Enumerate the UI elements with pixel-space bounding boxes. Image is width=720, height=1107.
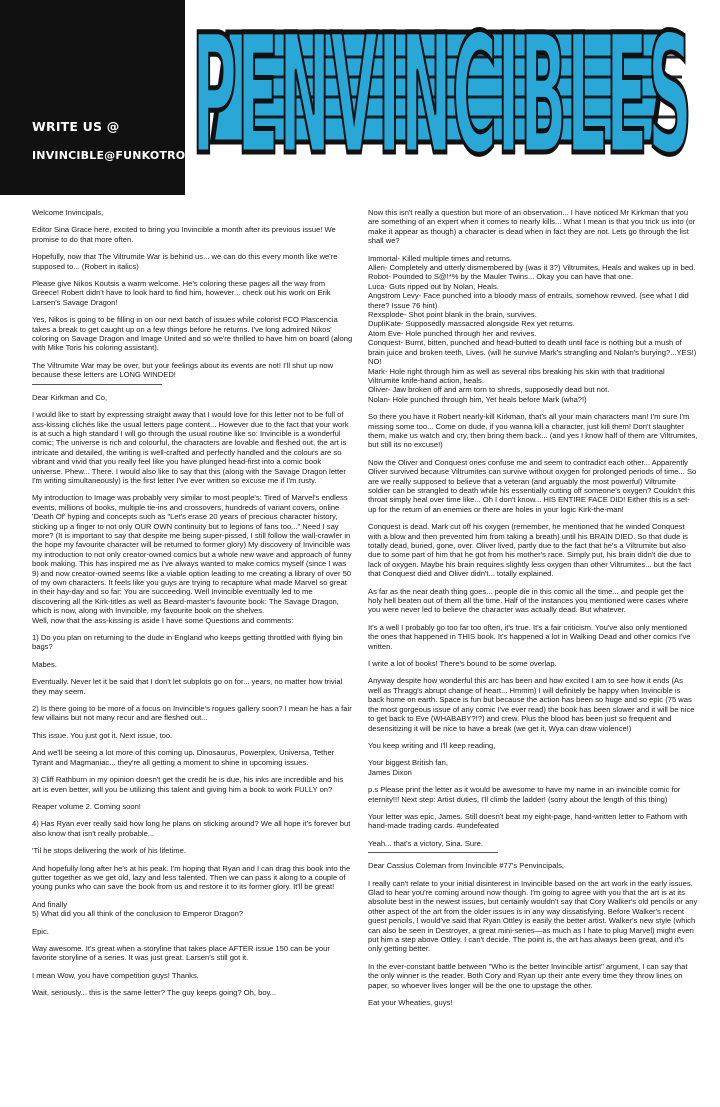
letter-paragraph: And we'll be seeing a lot more of this coming up. Dinosaurus, Powerplex, Universa, Tether Tyrant and Magmaniac... they're all getting a moment to shine in upcoming issues. <box>32 748 335 767</box>
masthead-logo-graphic <box>182 2 702 192</box>
letter-paragraph: Conquest is dead. Mark cut off his oxygen (remember, he mentioned that he winded Conquest with a blow and then prevented him from taking a breath) until his BRAIN DIED. So that dude is totally dead, buried, gone, over. Oliver lived, partly due to the fact that he's a Viltrumite but also due to some part of him that he got from his mother's race. Simply put, his brain didn't die due to lack of oxygen. Maybe his brain requires slightly less oxygen than other Viltrumites... but the fact that Conquest died and Oliver didn't... totally explained. <box>368 522 692 579</box>
letter-paragraph: I write a lot of books! There's bound to be some overlap. <box>368 659 557 669</box>
letter-paragraph: And finally 5) What did you all think of the conclusion to Emperor Dragon? <box>32 899 244 919</box>
letter-paragraph: Anyway despite how wonderful this arc has been and how excited I am to see how it ends (As well as Thragg's abrupt change of heart... Hmmm) I will definitely be happy when Invincible is back home on earth. Space is fun but because the action has been so huge and so epic (75 was the most gorgeous issue of any comic I've ever read) the book has been slower and it will be nice to get back to Eve (WHABABY?!?) and crew. Plus the blood has been just so frequent and desensitizing it will be nice to have a break (we get it, Wya can draw violence!) <box>368 676 695 733</box>
section-divider <box>368 852 498 853</box>
letter-paragraph: Your letter was epic, James. Still doesn't beat my eight-page, hand-written letter to Fathom with hand-made trading cards. #undefeated <box>368 811 688 831</box>
letter-paragraph: Epic. <box>32 926 49 936</box>
letter-paragraph: Please give Nikos Koutsis a warm welcome. He's coloring these pages all the way from Greece! Robert didn't have to look hard to find him, however... check out his work on Erik Larsen's Savage Dragon! <box>32 279 331 307</box>
header-black-block <box>0 0 229 195</box>
letter-paragraph: Wait, seriously... this is the same letter? The guy keeps going? Oh, boy... <box>32 988 277 998</box>
letters-column-right <box>368 208 698 1015</box>
letter-paragraph: Eventually. Never let it be said that I don't let subplots go on for... years, no matter how trivial they may seem. <box>32 677 343 696</box>
letter-paragraph: Mabes. <box>32 659 57 669</box>
letter-paragraph: Editor Sina Grace here, excited to bring you Invincible a month after its previous issue! We promise to do that more often. <box>32 225 336 244</box>
letter-paragraph: My introduction to Image was probably very similar to most people's: Tired of Marvel's endless events, millions of books, multiple tie-ins and crossovers, hundreds of variant covers, online 'Death Of' hyping and concepts such as "Let's erase 20 years of precious character history, sticking up a finger to not only OUR OWN continuity but to legions of fans too..." Need I say more? (It is important to say that despite me being super-pissed, I still follow the wall-crawler in the hope my favourite character will be returned to former glory) My discovery of Invincible was my introduction to not only creator-owned comics but a whole new wave and approach of funny book making. This has inspired me as I've always wanted to make comics myself (since I was 9) and now creator-owned seems like a viable option leading to me creating a library of over 50 of my own characters. It feels like you guys are trying to recapture what made Marvel so great in their hay-day and so far: You are succeeding. Well Invincible eventually led to me discovering all the Kirk-titles as well as Beard-master's favourite book: The Savage Dragon, which is now, along with Invincible, my favourite book on the shelves. Well, now that the ass-kissing is aside I have some Questions and comments: <box>32 493 352 625</box>
section-divider <box>32 384 162 385</box>
letter-paragraph: Eat your Wheaties, guys! <box>368 998 453 1008</box>
masthead-title: PENVINCIBLES <box>192 2 692 191</box>
letter-paragraph: Immortal- Killed multiple times and returns. Allen- Completely and utterly dismembered by (was it 3?) Viltrumites, Heals and wakes up in bed. Robot- Pounded to S@!*% by the Mauler Twins... Okay you can have that one. Luca- Guts ripped out by Nolan, Heals. Angstrom Levy- Face punched into a bloody mass of entrails, somehow revived. (see what I did there? Issue 76 hint) Rexsplode- Shot point blank in the brain, survives. DupliKate- Supposedly massacred alongside Rex yet returns. Atom Eve- Hole punched through her and revives. Conquest- Burnt, bitten, punched and head-butted to death until face is nothing but a mush of brain juice and broken teeth, Lives. (will he survive Mark's strangling and Nolan's burying?...YES!) NO! Mark- Hole right through him as well as several ribs breaking his skin with that traditional Viltrumite knife-hand action, heals. Oliver- Jaw broken off and arm torn to shreds, supposedly dead but not. Nolan- Hole punched through him, Yet heals before Mark (wha?!) <box>368 253 697 404</box>
letter-paragraph: Yes, Nikos is going to be filling in on our next batch of issues while colorist FCO Plascencia takes a break to get caught up on a few things before he returns. I've long admired Nikos' coloring on Savage Dragon and Image United and so we're thrilled to have him on board (along with Mike Toris his coloring assistant). <box>32 315 353 353</box>
letter-paragraph: You keep writing and I'll keep reading, <box>368 740 496 750</box>
contact-email[interactable]: INVINCIBLE@FUNKOTRON.COM <box>32 149 229 162</box>
letter-paragraph: Hopefully, now that The Viltrumite War is behind us... we can do this every month like we're supposed to... (Robert in italics) <box>32 252 338 271</box>
letter-paragraph: I really can't relate to your initial disinterest in Invincible based on the art work in the early issues. Glad to hear you're coming around now though. I'm going to agree with you that the art is at its absolute best in the newest issues, but certainly wouldn't say that Cory Walker's old pencils or any other aspect of the art from the older issues is in any way dissatisfying. Before Walker's recent guest pencils, I would've said that Ryan Ottley is easily the better artist. Walker's new style (which can also be seen in Destroyer, a great mini-series—as much as I hate to plug Marvel) might even put him a step above Ottley. I can't decide. The point is, the art has always been great, and it's only getting better. <box>368 878 698 954</box>
letter-paragraph: So there you have it Robert nearly-kill Kirkman, that's all your main characters man! I'm sure I'm missing some too... Come on dude, if you wanna kill a character, just kill them! Don't slaughter them, make us watch and cry, then bring them back... (and yes I know half of them are Viltrumites, but still its no excuse!) <box>368 412 698 450</box>
letter-paragraph: 3) Cliff Rathburn in my opinion doesn't get the credit he is due, his inks are incredible and his art is even better, will you be utilizing this talent and giving him a book to work FULLY on? <box>32 775 344 794</box>
letter-paragraph: 1) Do you plan on returning to the dude in England who keeps getting throttled with flying bin bags? <box>32 633 343 652</box>
letter-paragraph: Now this isn't really a question but more of an observation... I have noticed Mr Kirkman that you are something of an expert when it comes to nearly kills... What I mean is that you trick us into (or make it appear as though) a character is dead when in fact they are not. Lets go through the list shall we? <box>368 208 696 246</box>
letter-paragraph: Yeah... that's a victory, Sina. Sure. <box>368 838 483 848</box>
letter-paragraph: As far as the near death thing goes... people die in this comic all the time... and people get the holy hell beaten out of them all the time. Half of the instances you mentioned were cases where you were never led to believe the character was actually dead. But whatever. <box>368 586 689 615</box>
letter-paragraph: Way awesome. It's great when a storyline that takes place AFTER issue 150 can be your favorite storyline of a series. It was just great. Larsen's still got it. <box>32 943 330 963</box>
write-us-line: WRITE US @ <box>32 119 120 134</box>
letter-paragraph: Dear Cassius Coleman from Invincible #77's Penvincipals, <box>368 861 565 871</box>
letter-paragraph: 'Til he stops delivering the work of his lifetime. <box>32 846 186 856</box>
letter-paragraph: 2) Is there going to be more of a focus on Invincible's rogues gallery soon? I mean he has a fair few villains but not many recur and are fleshed out... <box>32 704 352 723</box>
letter-paragraph: Reaper volume 2. Coming soon! <box>32 801 141 811</box>
masthead-logo <box>182 2 702 192</box>
letter-paragraph: Dear Kirkman and Co, <box>32 392 108 402</box>
letter-paragraph: And hopefully long after he's at his peak. I'm hoping that Ryan and I can drag this book into the gutter together as we get old, lazy and less talented. Then we can pass it along to a couple of young punks who can save the book from us and restore it to its former glory. It'll be great! <box>32 863 351 892</box>
letter-paragraph: Your biggest British fan, James Dixon <box>368 758 448 777</box>
letter-paragraph: p.s Please print the letter as it would be awesome to have my name in an invincible comic for eternity!!! Next step: Artist duties, I'll climb the ladder! (sorry about the length of this thing) <box>368 785 681 804</box>
letter-paragraph: I mean Wow, you have competition guys! Thanks. <box>32 970 199 980</box>
letters-column-left <box>32 208 353 1006</box>
letter-paragraph: Welcome Invincipals, <box>32 208 104 217</box>
letter-paragraph: The Viltrumite War may be over, but your feelings about its events are not! I'll shut up now because these letters are LONG WINDED! <box>32 360 334 380</box>
letter-paragraph: It's a well I probably go too far too often, it's true. It's a fair criticism. You've also only mentioned the ones that happened in THIS book. It's happened a lot in Walking Dead and other comics I've written. <box>368 622 691 651</box>
letter-paragraph: In the ever-constant battle between "Who is the better Invincible artist" argument, I can say that the only winner is the reader. Both Cory and Ryan up their ante every time they throw lines on paper, so whoever lives longer will be the one to upstage the other. <box>368 961 688 990</box>
letter-paragraph: 4) Has Ryan ever really said how long he plans on sticking around? We all hope it's forever but also know that isn't really probable... <box>32 819 351 838</box>
letter-paragraph: This issue. You just got it. Next issue, too. <box>32 730 173 740</box>
letter-paragraph: I would like to start by expressing straight away that I would love for this letter not to be full of ass-kissing clichés like the usual letters page content... However due to the fact that your work is at such a high standard I will go through the usual routine like so: Invincible is a wonderful comic; The universe is rich and colourful, the characters are lovable and fleshed out, the art is intricate and detailed, the writing is well-crafted and perfectly handled and the colours are so vibrant and vivid that you really feel like you have plunged head-first into a comic book universe. Phew... There. I would also like to say that this (along with the Savage Dragon letter I'm writing simultaneously) is the first letter I've ever written so excuse me if I'm rusty. <box>32 410 349 485</box>
letter-paragraph: Now the Oliver and Conquest ones confuse me and seem to contradict each other... Apparently Oliver survived because Viltrumites can survive without oxygen for prolonged periods of time... So are we really supposed to believe that a veteran (and arguably the most powerful) Viltrumite soldier can be strangled to death while his essentially cutting off someone's oxygen? Couldn't this throat simply heal over time like... Oh I don't know... HIS ENTIRE FACE DID! Either this is a set-up for the return of an enemies or there are holes in your logic Kirk-the-man! <box>368 457 697 514</box>
